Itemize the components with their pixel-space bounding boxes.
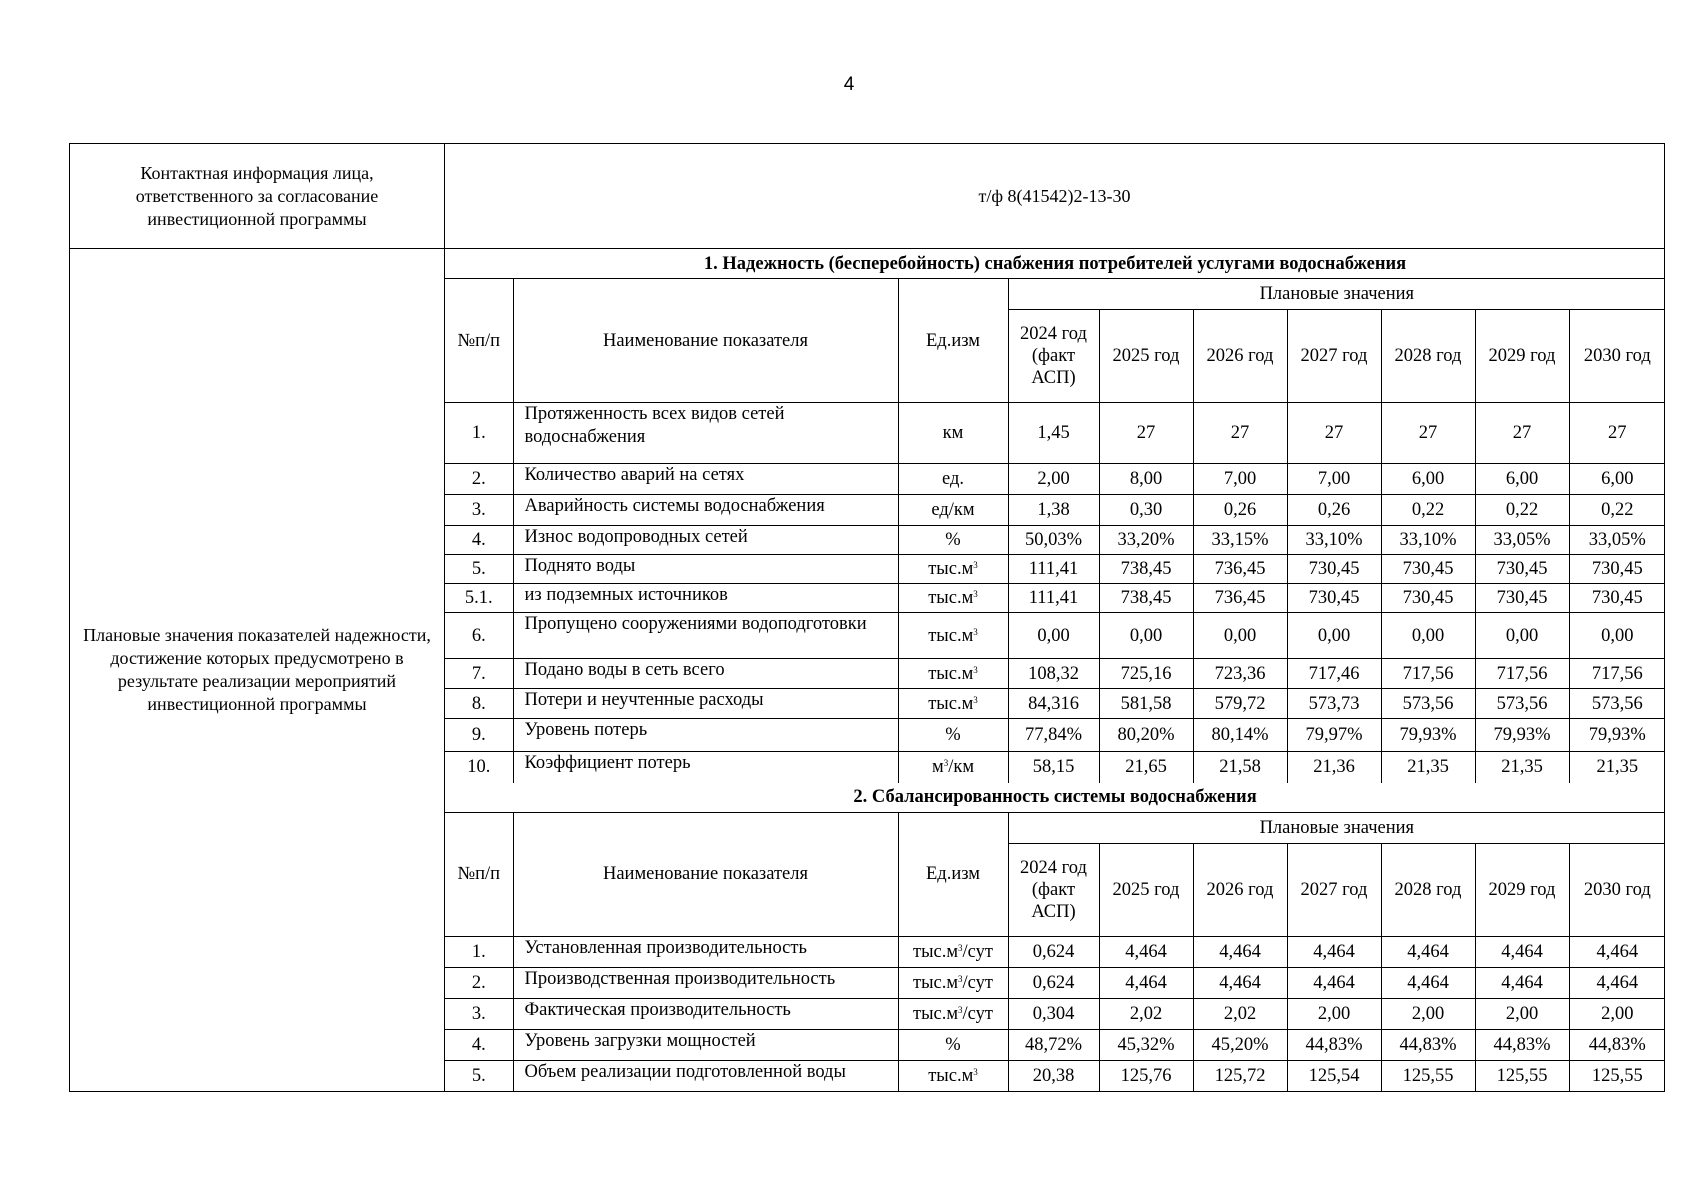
value-cell: 717,56 [1381, 659, 1475, 689]
unit: ед. [898, 464, 1008, 495]
unit: $тыс.м^3$ [898, 613, 1008, 659]
section1-header-unit: Ед.изм [898, 279, 1008, 403]
table-row [445, 689, 1665, 719]
row-number: 9. [445, 719, 513, 752]
indicator-name: Поднято воды [513, 555, 898, 584]
value-cell: 717,46 [1287, 659, 1381, 689]
section2-header-year: 2024 год (факт АСП) [1008, 843, 1099, 936]
section2-header-year: 2026 год [1193, 843, 1287, 936]
value-cell: 4,464 [1569, 967, 1665, 998]
value-cell: 736,45 [1193, 584, 1287, 613]
unit: ед/км [898, 495, 1008, 526]
section1-header-name: Наименование показателя [513, 279, 898, 403]
value-cell: 44,83% [1475, 1029, 1569, 1060]
investment-program-table [69, 143, 1665, 1092]
indicator-name: Фактическая производительность [513, 998, 898, 1029]
row-number: 3. [445, 998, 513, 1029]
value-cell: 21,65 [1099, 752, 1193, 783]
value-cell: 7,00 [1287, 464, 1381, 495]
value-cell: 0,624 [1008, 936, 1099, 967]
section2-header-num: №п/п [445, 812, 513, 936]
row-number: 1. [445, 936, 513, 967]
value-cell: 20,38 [1008, 1060, 1099, 1091]
indicator-name: Объем реализации подготовленной воды [513, 1060, 898, 1091]
value-cell: 27 [1381, 403, 1475, 464]
value-cell: 2,00 [1008, 464, 1099, 495]
row-number: 4. [445, 526, 513, 555]
section2-header-year: 2028 год [1381, 843, 1475, 936]
value-cell: 21,35 [1381, 752, 1475, 783]
section1-header-year: 2026 год [1193, 310, 1287, 403]
value-cell: 33,20% [1099, 526, 1193, 555]
value-cell: 33,15% [1193, 526, 1287, 555]
unit: $м^3/км$ [898, 752, 1008, 783]
value-cell: 50,03% [1008, 526, 1099, 555]
targets-label: Плановые значения показателей надежности, достижение которых предусмотрено в результате реализации мероприятий инвестиционной программы [70, 249, 445, 1092]
value-cell: 730,45 [1569, 555, 1665, 584]
value-cell: 581,58 [1099, 689, 1193, 719]
value-cell: 4,464 [1193, 967, 1287, 998]
value-cell: 0,00 [1193, 613, 1287, 659]
section2-header-planned: Плановые значения [1008, 812, 1665, 843]
value-cell: 125,72 [1193, 1060, 1287, 1091]
value-cell: 111,41 [1008, 584, 1099, 613]
value-cell: 125,55 [1381, 1060, 1475, 1091]
row-number: 2. [445, 464, 513, 495]
section1-header-year: 2028 год [1381, 310, 1475, 403]
value-cell: 27 [1287, 403, 1381, 464]
value-cell: 2,00 [1381, 998, 1475, 1029]
value-cell: 573,56 [1381, 689, 1475, 719]
row-number: 8. [445, 689, 513, 719]
value-cell: 730,45 [1287, 555, 1381, 584]
value-cell: 84,316 [1008, 689, 1099, 719]
indicator-name: Аварийность системы водоснабжения [513, 495, 898, 526]
value-cell: 58,15 [1008, 752, 1099, 783]
unit: $тыс.м^3$ [898, 555, 1008, 584]
row-number: 5.1. [445, 584, 513, 613]
value-cell: 2,00 [1287, 998, 1381, 1029]
unit: % [898, 719, 1008, 752]
section1-header-num: №п/п [445, 279, 513, 403]
value-cell: 0,00 [1008, 613, 1099, 659]
section2-header-year: 2025 год [1099, 843, 1193, 936]
value-cell: 4,464 [1099, 967, 1193, 998]
section1-header-year: 2029 год [1475, 310, 1569, 403]
value-cell: 736,45 [1193, 555, 1287, 584]
row-number: 5. [445, 1060, 513, 1091]
value-cell: 80,20% [1099, 719, 1193, 752]
value-cell: 0,00 [1569, 613, 1665, 659]
value-cell: 738,45 [1099, 555, 1193, 584]
value-cell: 21,35 [1475, 752, 1569, 783]
table-row [445, 752, 1665, 783]
value-cell: 738,45 [1099, 584, 1193, 613]
table-row [445, 719, 1665, 752]
value-cell: 0,00 [1099, 613, 1193, 659]
page-number: 4 [843, 74, 855, 95]
value-cell: 77,84% [1008, 719, 1099, 752]
table-row [445, 1029, 1665, 1060]
unit: $тыс.м^3$/сут [898, 967, 1008, 998]
value-cell: 27 [1099, 403, 1193, 464]
table-row [445, 403, 1665, 464]
value-cell: 111,41 [1008, 555, 1099, 584]
value-cell: 80,14% [1193, 719, 1287, 752]
indicator-name: Коэффициент потерь [513, 752, 898, 783]
value-cell: 579,72 [1193, 689, 1287, 719]
table-row [445, 613, 1665, 659]
value-cell: 4,464 [1287, 967, 1381, 998]
value-cell: 33,10% [1381, 526, 1475, 555]
value-cell: 0,00 [1475, 613, 1569, 659]
section1-title: 1. Надежность (бесперебойность) снабжения потребителей услугами водоснабжения [445, 249, 1665, 279]
section1-header-year: 2027 год [1287, 310, 1381, 403]
unit: $тыс.м^3$ [898, 689, 1008, 719]
value-cell: 33,05% [1475, 526, 1569, 555]
value-cell: 2,02 [1193, 998, 1287, 1029]
table-row [445, 998, 1665, 1029]
row-number: 5. [445, 555, 513, 584]
value-cell: 33,10% [1287, 526, 1381, 555]
section2-header-year: 2030 год [1569, 843, 1665, 936]
value-cell: 730,45 [1381, 555, 1475, 584]
unit: км [898, 403, 1008, 464]
value-cell: 730,45 [1381, 584, 1475, 613]
value-cell: 723,36 [1193, 659, 1287, 689]
contact-label: Контактная информация лица, ответственного за согласование инвестиционной программы [70, 144, 445, 249]
row-number: 3. [445, 495, 513, 526]
value-cell: 125,54 [1287, 1060, 1381, 1091]
value-cell: 125,76 [1099, 1060, 1193, 1091]
indicator-name: Потери и неучтенные расходы [513, 689, 898, 719]
value-cell: 6,00 [1381, 464, 1475, 495]
value-cell: 0,624 [1008, 967, 1099, 998]
value-cell: 0,22 [1475, 495, 1569, 526]
row-number: 7. [445, 659, 513, 689]
unit: $тыс.м^3$ [898, 1060, 1008, 1091]
value-cell: 21,58 [1193, 752, 1287, 783]
row-number: 2. [445, 967, 513, 998]
value-cell: 33,05% [1569, 526, 1665, 555]
value-cell: 4,464 [1381, 967, 1475, 998]
value-cell: 573,56 [1569, 689, 1665, 719]
value-cell: 0,304 [1008, 998, 1099, 1029]
value-cell: 79,93% [1475, 719, 1569, 752]
value-cell: 48,72% [1008, 1029, 1099, 1060]
value-cell: 79,93% [1569, 719, 1665, 752]
row-number: 10. [445, 752, 513, 783]
value-cell: 125,55 [1569, 1060, 1665, 1091]
value-cell: 44,83% [1287, 1029, 1381, 1060]
value-cell: 0,00 [1381, 613, 1475, 659]
unit: $тыс.м^3$ [898, 659, 1008, 689]
value-cell: 730,45 [1569, 584, 1665, 613]
indicator-name: Протяженность всех видов сетей водоснабжения [513, 403, 898, 464]
value-cell: 1,45 [1008, 403, 1099, 464]
value-cell: 0,26 [1193, 495, 1287, 526]
value-cell: 0,22 [1569, 495, 1665, 526]
value-cell: 45,20% [1193, 1029, 1287, 1060]
indicator-name: Количество аварий на сетях [513, 464, 898, 495]
indicator-name: Подано воды в сеть всего [513, 659, 898, 689]
value-cell: 79,93% [1381, 719, 1475, 752]
indicators-cell [445, 249, 1665, 1092]
value-cell: 6,00 [1475, 464, 1569, 495]
value-cell: 21,36 [1287, 752, 1381, 783]
indicator-name: из подземных источников [513, 584, 898, 613]
indicators-table [445, 249, 1665, 1091]
value-cell: 6,00 [1569, 464, 1665, 495]
value-cell: 45,32% [1099, 1029, 1193, 1060]
indicator-name: Установленная производительность [513, 936, 898, 967]
section2-header-year: 2029 год [1475, 843, 1569, 936]
section1-header-year: 2030 год [1569, 310, 1665, 403]
section1-header-year: 2025 год [1099, 310, 1193, 403]
value-cell: 2,00 [1569, 998, 1665, 1029]
row-number: 1. [445, 403, 513, 464]
value-cell: 0,26 [1287, 495, 1381, 526]
value-cell: 108,32 [1008, 659, 1099, 689]
value-cell: 717,56 [1569, 659, 1665, 689]
table-row [445, 967, 1665, 998]
table-row [445, 464, 1665, 495]
value-cell: 0,30 [1099, 495, 1193, 526]
value-cell: 0,00 [1287, 613, 1381, 659]
value-cell: 4,464 [1569, 936, 1665, 967]
unit: % [898, 1029, 1008, 1060]
indicator-name: Пропущено сооружениями водоподготовки [513, 613, 898, 659]
section2-header-name: Наименование показателя [513, 812, 898, 936]
value-cell: 730,45 [1475, 555, 1569, 584]
section2-header-unit: Ед.изм [898, 812, 1008, 936]
value-cell: 44,83% [1569, 1029, 1665, 1060]
value-cell: 0,22 [1381, 495, 1475, 526]
contact-phone: т/ф 8(41542)2-13-30 [445, 144, 1665, 249]
section1-header-year: 2024 год (факт АСП) [1008, 310, 1099, 403]
unit: % [898, 526, 1008, 555]
value-cell: 79,97% [1287, 719, 1381, 752]
value-cell: 4,464 [1475, 967, 1569, 998]
value-cell: 4,464 [1475, 936, 1569, 967]
section2-header-year: 2027 год [1287, 843, 1381, 936]
value-cell: 8,00 [1099, 464, 1193, 495]
value-cell: 2,02 [1099, 998, 1193, 1029]
value-cell: 125,55 [1475, 1060, 1569, 1091]
indicator-name: Уровень загрузки мощностей [513, 1029, 898, 1060]
value-cell: 717,56 [1475, 659, 1569, 689]
unit: $тыс.м^3$/сут [898, 998, 1008, 1029]
table-row [445, 495, 1665, 526]
table-row [445, 1060, 1665, 1091]
value-cell: 1,38 [1008, 495, 1099, 526]
unit: $тыс.м^3$ [898, 584, 1008, 613]
value-cell: 730,45 [1287, 584, 1381, 613]
indicator-name: Износ водопроводных сетей [513, 526, 898, 555]
indicator-name: Производственная производительность [513, 967, 898, 998]
row-number: 4. [445, 1029, 513, 1060]
value-cell: 27 [1475, 403, 1569, 464]
value-cell: 730,45 [1475, 584, 1569, 613]
unit: $тыс.м^3$/сут [898, 936, 1008, 967]
value-cell: 2,00 [1475, 998, 1569, 1029]
value-cell: 44,83% [1381, 1029, 1475, 1060]
table-row [445, 659, 1665, 689]
section2-title: 2. Сбалансированность системы водоснабжения [445, 783, 1665, 813]
value-cell: 4,464 [1193, 936, 1287, 967]
value-cell: 4,464 [1099, 936, 1193, 967]
row-number: 6. [445, 613, 513, 659]
value-cell: 27 [1569, 403, 1665, 464]
value-cell: 4,464 [1287, 936, 1381, 967]
table-row [445, 936, 1665, 967]
indicator-name: Уровень потерь [513, 719, 898, 752]
section1-header-planned: Плановые значения [1008, 279, 1665, 310]
value-cell: 725,16 [1099, 659, 1193, 689]
value-cell: 4,464 [1381, 936, 1475, 967]
value-cell: 7,00 [1193, 464, 1287, 495]
value-cell: 573,56 [1475, 689, 1569, 719]
value-cell: 27 [1193, 403, 1287, 464]
value-cell: 573,73 [1287, 689, 1381, 719]
table-row [445, 526, 1665, 555]
table-row [445, 584, 1665, 613]
table-row [445, 555, 1665, 584]
value-cell: 21,35 [1569, 752, 1665, 783]
